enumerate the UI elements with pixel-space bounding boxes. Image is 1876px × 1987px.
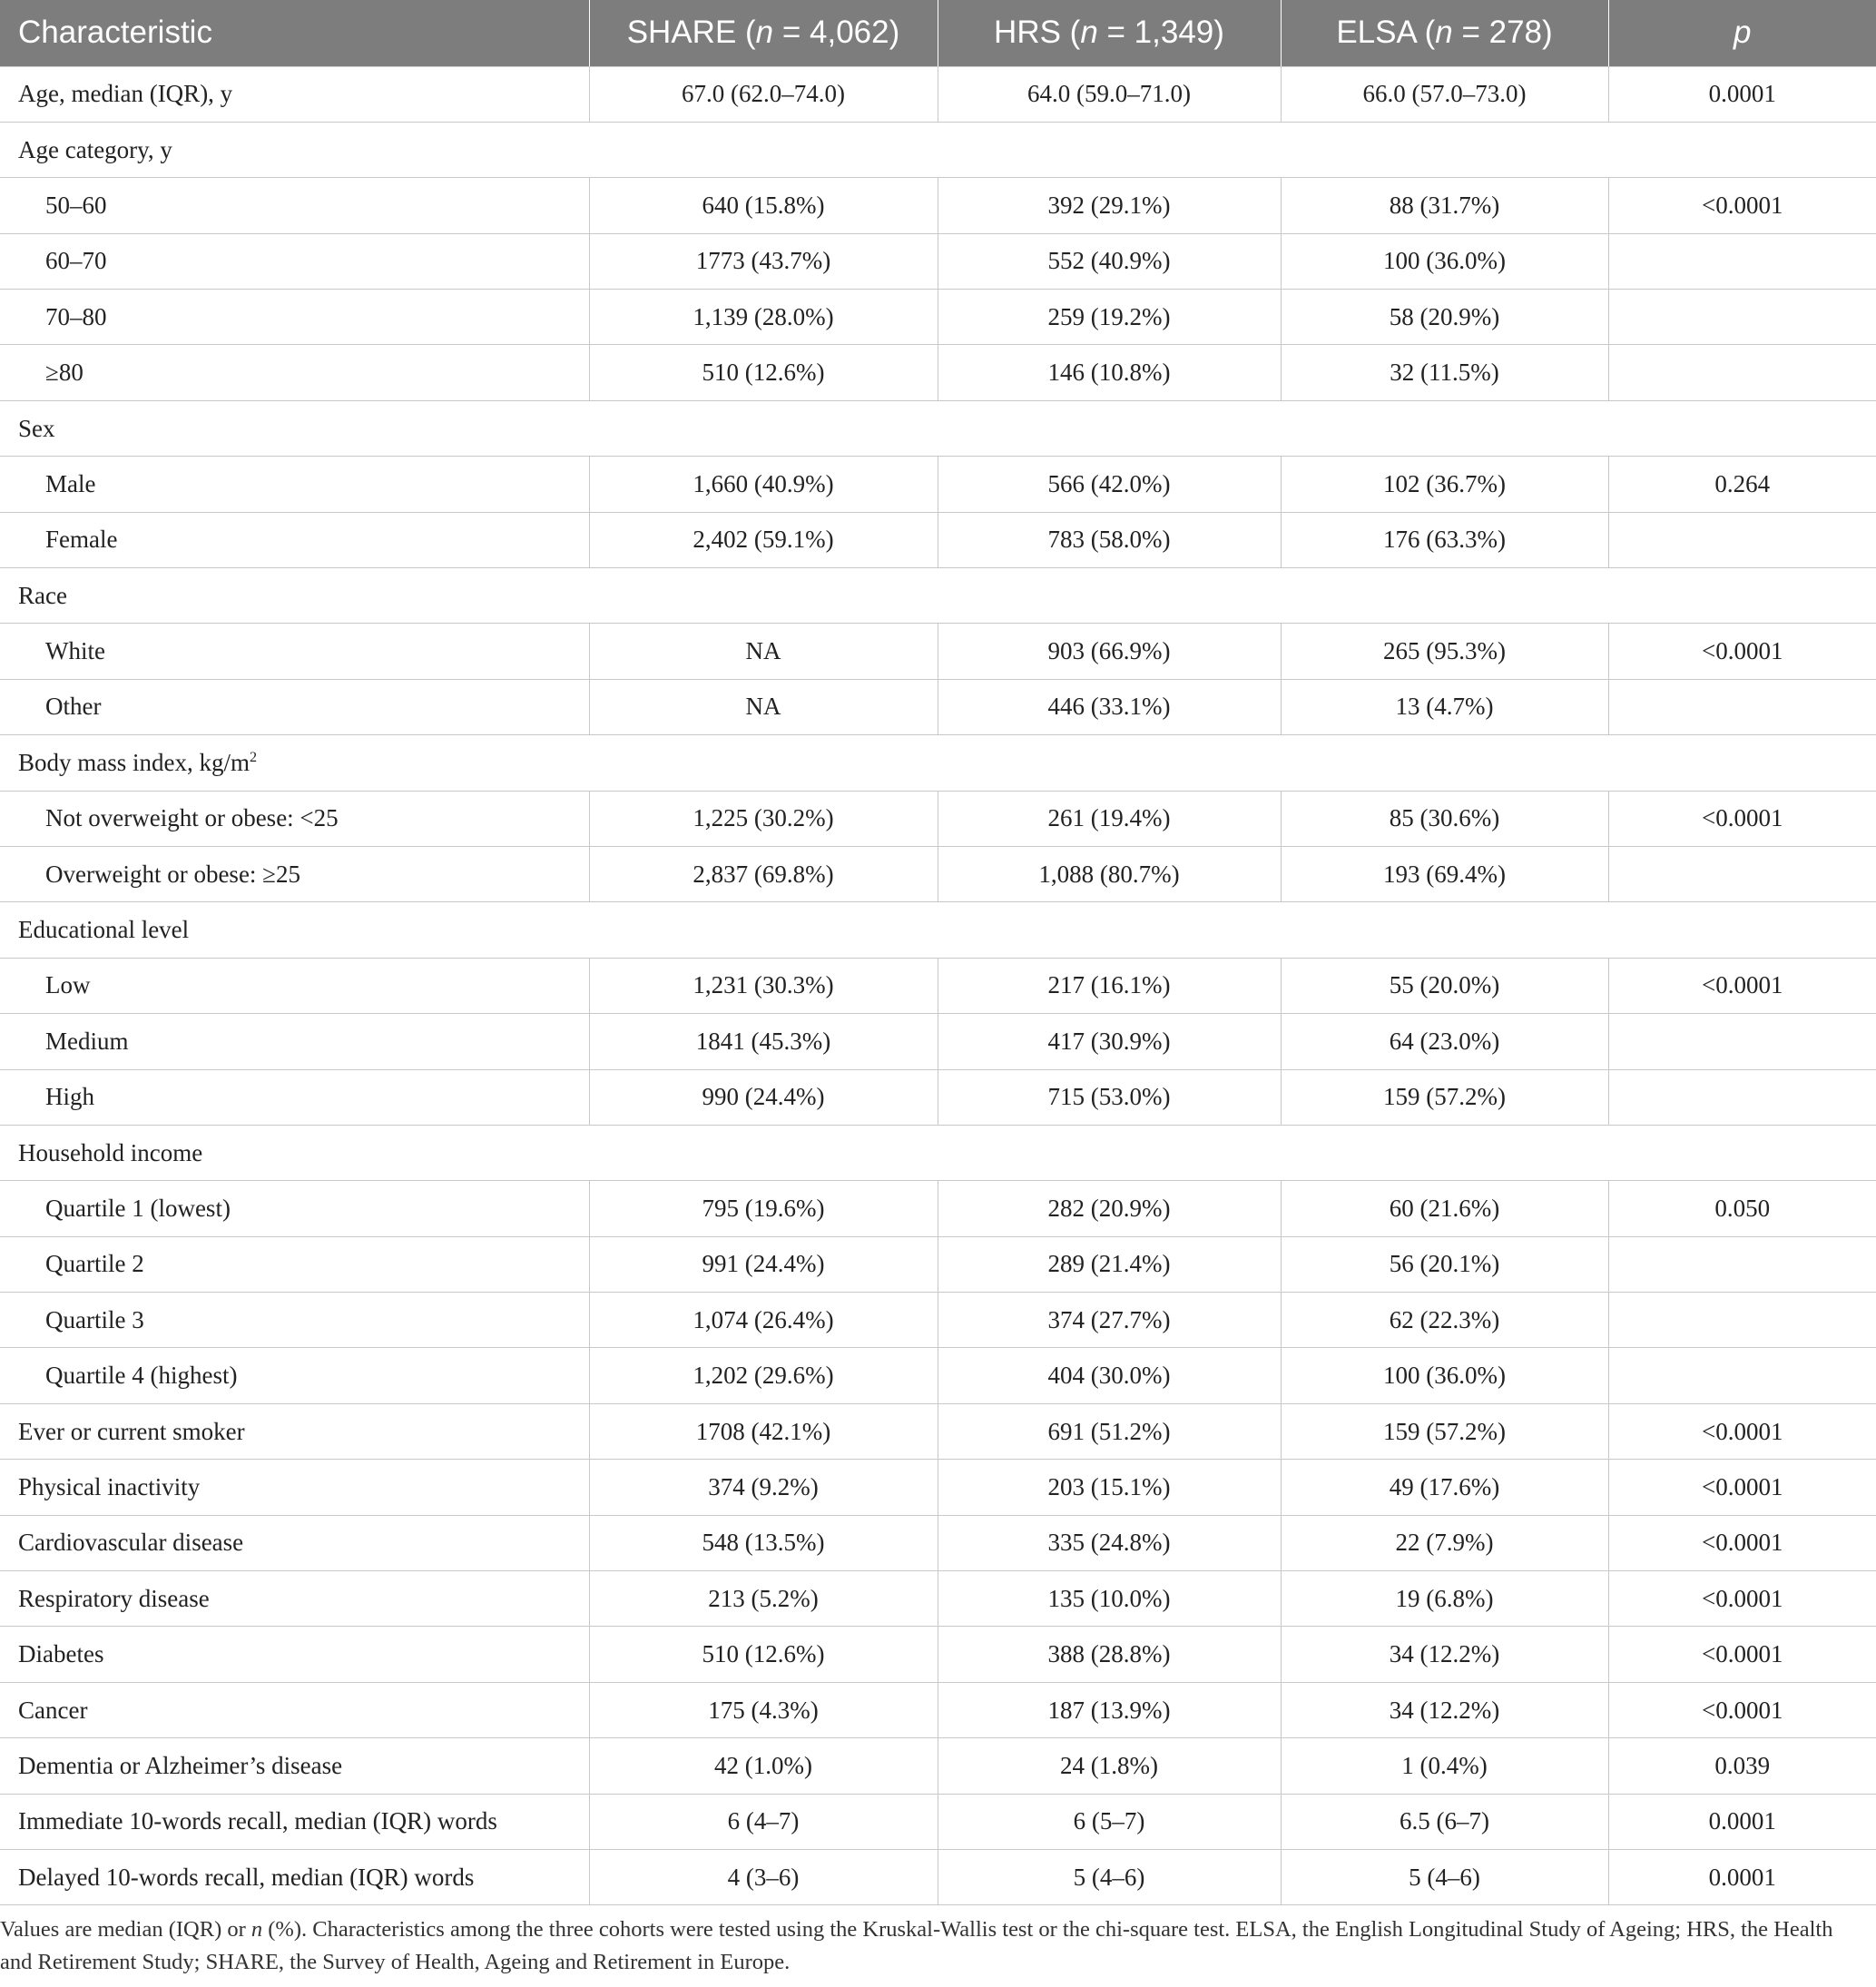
row-label: Not overweight or obese: <25	[0, 791, 589, 846]
hrs-cell: 566 (42.0%)	[938, 457, 1281, 512]
table-row	[0, 679, 1876, 734]
hrs-cell: 335 (24.8%)	[938, 1515, 1281, 1570]
share-cell: 1,139 (28.0%)	[589, 290, 938, 345]
table-row	[0, 1125, 1876, 1180]
p-value-cell	[1608, 290, 1876, 345]
hrs-cell: 6 (5–7)	[938, 1794, 1281, 1849]
row-label: Ever or current smoker	[0, 1403, 589, 1459]
section-label-text: Race	[18, 581, 67, 609]
share-cell: 374 (9.2%)	[589, 1460, 938, 1515]
share-cell: NA	[589, 624, 938, 679]
share-cell: 2,837 (69.8%)	[589, 846, 938, 901]
table-row	[0, 902, 1876, 958]
table-row	[0, 1460, 1876, 1515]
p-value-cell: 0.050	[1608, 1181, 1876, 1236]
p-value-cell: <0.0001	[1608, 1682, 1876, 1737]
table-row	[0, 345, 1876, 400]
p-value-cell: <0.0001	[1608, 178, 1876, 233]
elsa-cell: 60 (21.6%)	[1281, 1181, 1608, 1236]
table-row	[0, 568, 1876, 624]
section-label-text: Sex	[18, 414, 55, 442]
row-label: High	[0, 1069, 589, 1125]
row-label: Physical inactivity	[0, 1460, 589, 1515]
elsa-cell: 34 (12.2%)	[1281, 1682, 1608, 1737]
hrs-cell: 259 (19.2%)	[938, 290, 1281, 345]
section-label	[0, 1125, 1876, 1180]
elsa-cell: 49 (17.6%)	[1281, 1460, 1608, 1515]
elsa-cell: 176 (63.3%)	[1281, 512, 1608, 567]
elsa-cell: 32 (11.5%)	[1281, 345, 1608, 400]
hrs-cell: 783 (58.0%)	[938, 512, 1281, 567]
p-value-cell: <0.0001	[1608, 791, 1876, 846]
hrs-cell: 146 (10.8%)	[938, 345, 1281, 400]
section-label-text: Household income	[18, 1138, 203, 1166]
p-value-cell	[1608, 345, 1876, 400]
p-value-cell: <0.0001	[1608, 1460, 1876, 1515]
table-row	[0, 1403, 1876, 1459]
elsa-cell: 102 (36.7%)	[1281, 457, 1608, 512]
elsa-cell: 88 (31.7%)	[1281, 178, 1608, 233]
share-cell: 4 (3–6)	[589, 1850, 938, 1905]
row-label: Quartile 2	[0, 1236, 589, 1292]
hrs-cell: 417 (30.9%)	[938, 1014, 1281, 1069]
row-label: Immediate 10-words recall, median (IQR) words	[0, 1794, 589, 1849]
table-row	[0, 1515, 1876, 1570]
p-value-cell	[1608, 1236, 1876, 1292]
row-label: Dementia or Alzheimer’s disease	[0, 1738, 589, 1794]
footnote-n: n	[250, 1917, 263, 1942]
table-row	[0, 846, 1876, 901]
section-label	[0, 568, 1876, 624]
row-label: Delayed 10-words recall, median (IQR) words	[0, 1850, 589, 1905]
hrs-cell: 446 (33.1%)	[938, 679, 1281, 734]
row-label: Quartile 1 (lowest)	[0, 1181, 589, 1236]
share-cell: 510 (12.6%)	[589, 1627, 938, 1682]
hrs-cell: 374 (27.7%)	[938, 1293, 1281, 1348]
hrs-cell: 552 (40.9%)	[938, 233, 1281, 289]
hrs-cell: 64.0 (59.0–71.0)	[938, 66, 1281, 122]
elsa-cell: 13 (4.7%)	[1281, 679, 1608, 734]
table-row	[0, 958, 1876, 1013]
table-body	[0, 66, 1876, 1905]
p-value-cell: <0.0001	[1608, 1403, 1876, 1459]
share-cell: 548 (13.5%)	[589, 1515, 938, 1570]
share-cell: 1,202 (29.6%)	[589, 1348, 938, 1403]
table-row	[0, 1014, 1876, 1069]
elsa-cell: 6.5 (6–7)	[1281, 1794, 1608, 1849]
section-label	[0, 735, 1876, 791]
row-label: Quartile 4 (highest)	[0, 1348, 589, 1403]
hrs-cell: 282 (20.9%)	[938, 1181, 1281, 1236]
p-value-cell	[1608, 1069, 1876, 1125]
table-footnote	[0, 1913, 1870, 1979]
row-label: ≥80	[0, 345, 589, 400]
elsa-cell: 64 (23.0%)	[1281, 1014, 1608, 1069]
table-row	[0, 178, 1876, 233]
row-label: Low	[0, 958, 589, 1013]
elsa-cell: 66.0 (57.0–73.0)	[1281, 66, 1608, 122]
table-row	[0, 400, 1876, 456]
p-value-cell: 0.0001	[1608, 1850, 1876, 1905]
share-cell: 1773 (43.7%)	[589, 233, 938, 289]
header-characteristic: Characteristic	[0, 0, 589, 66]
row-label: Quartile 3	[0, 1293, 589, 1348]
hrs-cell: 903 (66.9%)	[938, 624, 1281, 679]
table-row	[0, 1850, 1876, 1905]
share-cell: 175 (4.3%)	[589, 1682, 938, 1737]
table-row	[0, 290, 1876, 345]
table-row	[0, 1682, 1876, 1737]
p-value-cell	[1608, 846, 1876, 901]
table-row	[0, 457, 1876, 512]
elsa-cell: 1 (0.4%)	[1281, 1738, 1608, 1794]
elsa-cell: 19 (6.8%)	[1281, 1571, 1608, 1627]
header-p-label: p	[1734, 15, 1752, 51]
row-label: Other	[0, 679, 589, 734]
row-label: Cardiovascular disease	[0, 1515, 589, 1570]
table-row	[0, 233, 1876, 289]
elsa-cell: 159 (57.2%)	[1281, 1069, 1608, 1125]
elsa-cell: 22 (7.9%)	[1281, 1515, 1608, 1570]
footnote-part1: Values are median (IQR) or	[0, 1917, 251, 1942]
section-label	[0, 400, 1876, 456]
row-label: 60–70	[0, 233, 589, 289]
p-value-cell: 0.0001	[1608, 66, 1876, 122]
elsa-cell: 85 (30.6%)	[1281, 791, 1608, 846]
share-cell: 795 (19.6%)	[589, 1181, 938, 1236]
hrs-cell: 187 (13.9%)	[938, 1682, 1281, 1737]
hrs-cell: 715 (53.0%)	[938, 1069, 1281, 1125]
elsa-cell: 100 (36.0%)	[1281, 233, 1608, 289]
table-row	[0, 66, 1876, 122]
elsa-cell: 5 (4–6)	[1281, 1850, 1608, 1905]
hrs-cell: 217 (16.1%)	[938, 958, 1281, 1013]
hrs-cell: 404 (30.0%)	[938, 1348, 1281, 1403]
table-row	[0, 735, 1876, 791]
table-row	[0, 1293, 1876, 1348]
table-row	[0, 1348, 1876, 1403]
elsa-cell: 100 (36.0%)	[1281, 1348, 1608, 1403]
share-cell: 42 (1.0%)	[589, 1738, 938, 1794]
header-hrs-suffix: = 1,349)	[1097, 15, 1224, 51]
header-share-prefix: SHARE (	[626, 15, 756, 51]
share-cell: 67.0 (62.0–74.0)	[589, 66, 938, 122]
elsa-cell: 62 (22.3%)	[1281, 1293, 1608, 1348]
row-label: Respiratory disease	[0, 1571, 589, 1627]
p-value-cell: <0.0001	[1608, 1571, 1876, 1627]
header-hrs-n: n	[1080, 15, 1098, 51]
row-label: Diabetes	[0, 1627, 589, 1682]
hrs-cell: 135 (10.0%)	[938, 1571, 1281, 1627]
table-row	[0, 1794, 1876, 1849]
p-value-cell: 0.039	[1608, 1738, 1876, 1794]
p-value-cell: <0.0001	[1608, 1515, 1876, 1570]
share-cell: 1841 (45.3%)	[589, 1014, 938, 1069]
share-cell: 1,074 (26.4%)	[589, 1293, 938, 1348]
header-p	[1608, 0, 1876, 66]
share-cell: 990 (24.4%)	[589, 1069, 938, 1125]
table-row	[0, 512, 1876, 567]
share-cell: 2,402 (59.1%)	[589, 512, 938, 567]
section-label	[0, 902, 1876, 958]
table-header	[0, 0, 1876, 66]
p-value-cell	[1608, 1348, 1876, 1403]
share-cell: 1708 (42.1%)	[589, 1403, 938, 1459]
row-label: Female	[0, 512, 589, 567]
share-cell: 1,231 (30.3%)	[589, 958, 938, 1013]
hrs-cell: 691 (51.2%)	[938, 1403, 1281, 1459]
row-label: 70–80	[0, 290, 589, 345]
section-label	[0, 122, 1876, 177]
footnote-part2: (%). Characteristics among the three cohorts were tested using the Kruskal-Wallis test or the chi-square test. ELSA, the English Longitudinal Study of Ageing; HRS, the Health and Retirement Study; SHARE, the Survey of Health, Ageing and Retirement in Europe.	[0, 1917, 1833, 1974]
table-row	[0, 791, 1876, 846]
hrs-cell: 1,088 (80.7%)	[938, 846, 1281, 901]
row-label: Age, median (IQR), y	[0, 66, 589, 122]
share-cell: NA	[589, 679, 938, 734]
row-label: 50–60	[0, 178, 589, 233]
table-row	[0, 1181, 1876, 1236]
table-row	[0, 122, 1876, 177]
hrs-cell: 388 (28.8%)	[938, 1627, 1281, 1682]
p-value-cell: <0.0001	[1608, 1627, 1876, 1682]
row-label: Cancer	[0, 1682, 589, 1737]
hrs-cell: 289 (21.4%)	[938, 1236, 1281, 1292]
p-value-cell: 0.264	[1608, 457, 1876, 512]
table-row	[0, 1571, 1876, 1627]
hrs-cell: 261 (19.4%)	[938, 791, 1281, 846]
elsa-cell: 265 (95.3%)	[1281, 624, 1608, 679]
section-label-text: Body mass index, kg/m	[18, 748, 250, 776]
header-elsa	[1281, 0, 1608, 66]
row-label: Male	[0, 457, 589, 512]
header-share	[589, 0, 938, 66]
section-label-text: Age category, y	[18, 135, 172, 163]
header-hrs-prefix: HRS (	[994, 15, 1081, 51]
hrs-cell: 5 (4–6)	[938, 1850, 1281, 1905]
share-cell: 1,225 (30.2%)	[589, 791, 938, 846]
elsa-cell: 56 (20.1%)	[1281, 1236, 1608, 1292]
header-hrs	[938, 0, 1281, 66]
row-label: Overweight or obese: ≥25	[0, 846, 589, 901]
share-cell: 991 (24.4%)	[589, 1236, 938, 1292]
p-value-cell	[1608, 1293, 1876, 1348]
row-label: Medium	[0, 1014, 589, 1069]
hrs-cell: 392 (29.1%)	[938, 178, 1281, 233]
p-value-cell	[1608, 1014, 1876, 1069]
section-label-superscript: 2	[250, 748, 258, 765]
p-value-cell: <0.0001	[1608, 624, 1876, 679]
header-row	[0, 0, 1876, 66]
table-row	[0, 1069, 1876, 1125]
elsa-cell: 193 (69.4%)	[1281, 846, 1608, 901]
hrs-cell: 24 (1.8%)	[938, 1738, 1281, 1794]
header-elsa-n: n	[1435, 15, 1453, 51]
table-row	[0, 1236, 1876, 1292]
header-elsa-suffix: = 278)	[1452, 15, 1553, 51]
share-cell: 640 (15.8%)	[589, 178, 938, 233]
table-row	[0, 1738, 1876, 1794]
header-elsa-prefix: ELSA (	[1336, 15, 1436, 51]
row-label: White	[0, 624, 589, 679]
share-cell: 510 (12.6%)	[589, 345, 938, 400]
elsa-cell: 159 (57.2%)	[1281, 1403, 1608, 1459]
p-value-cell: 0.0001	[1608, 1794, 1876, 1849]
share-cell: 1,660 (40.9%)	[589, 457, 938, 512]
table-row	[0, 624, 1876, 679]
p-value-cell: <0.0001	[1608, 958, 1876, 1013]
table-row	[0, 1627, 1876, 1682]
share-cell: 213 (5.2%)	[589, 1571, 938, 1627]
p-value-cell	[1608, 233, 1876, 289]
p-value-cell	[1608, 512, 1876, 567]
hrs-cell: 203 (15.1%)	[938, 1460, 1281, 1515]
elsa-cell: 58 (20.9%)	[1281, 290, 1608, 345]
p-value-cell	[1608, 679, 1876, 734]
share-cell: 6 (4–7)	[589, 1794, 938, 1849]
elsa-cell: 55 (20.0%)	[1281, 958, 1608, 1013]
section-label-text: Educational level	[18, 916, 190, 944]
elsa-cell: 34 (12.2%)	[1281, 1627, 1608, 1682]
header-share-n: n	[755, 15, 774, 51]
header-share-suffix: = 4,062)	[773, 15, 900, 51]
